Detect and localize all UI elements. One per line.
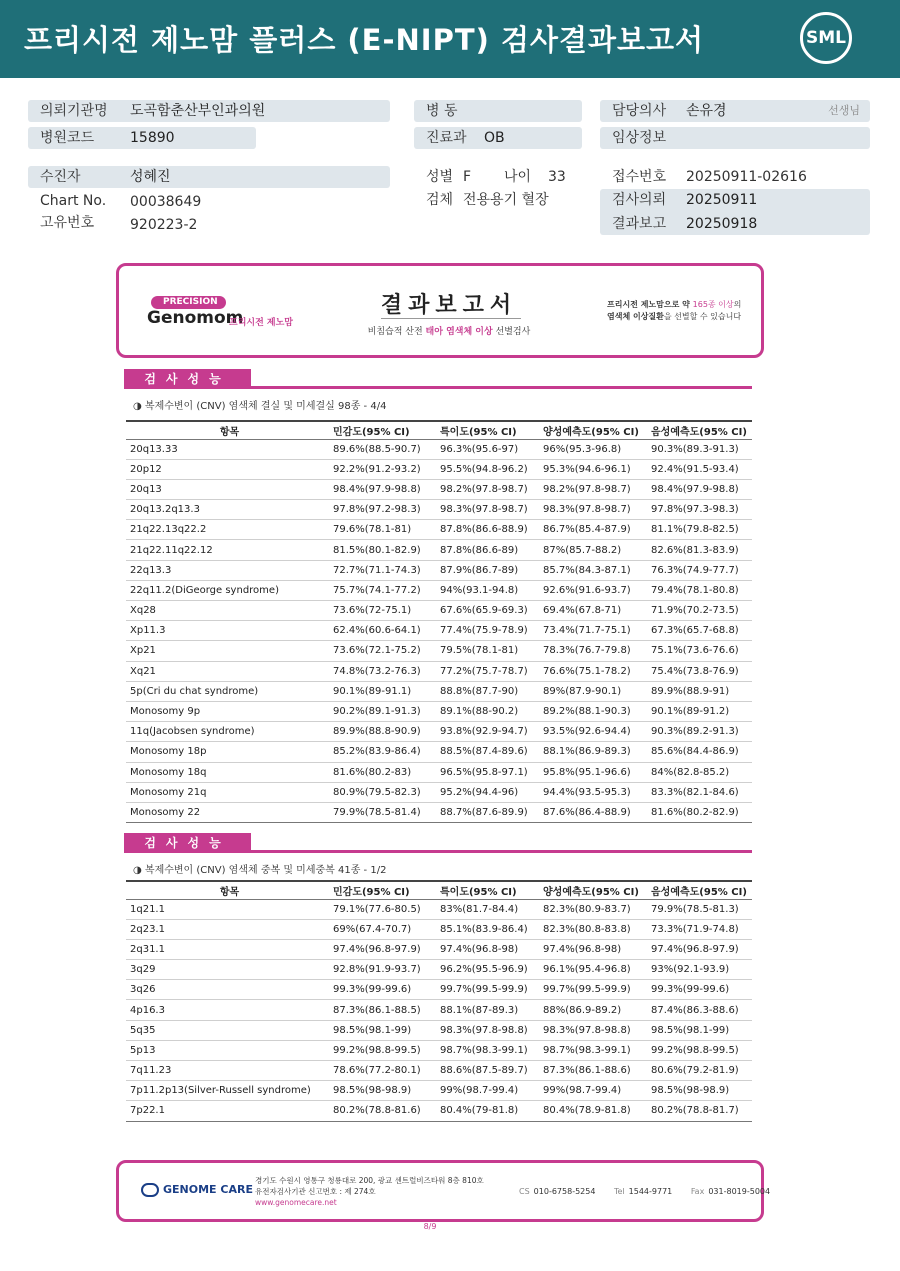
row-metric-value: 97.4%(96.8-98) <box>436 939 539 959</box>
hospital-code-label: 병원코드 <box>40 130 95 146</box>
row-item-name: 20q13.33 <box>126 439 329 459</box>
row-metric-value: 88.6%(87.5-89.7) <box>436 1061 539 1081</box>
row-metric-value: 81.6%(80.2-83) <box>329 762 436 782</box>
table-row <box>126 802 752 822</box>
row-metric-value: 92.4%(91.5-93.4) <box>647 459 752 479</box>
row-metric-value: 79.9%(78.5-81.3) <box>647 899 752 919</box>
section2-header-row <box>126 881 752 899</box>
row-item-name: Xp11.3 <box>126 621 329 641</box>
table-row <box>126 621 752 641</box>
row-metric-value: 75.4%(73.8-76.9) <box>647 661 752 681</box>
column-header: 양성예측도(95% CI) <box>539 421 647 439</box>
row-metric-value: 88%(86.9-89.2) <box>539 1000 647 1020</box>
table-row <box>126 540 752 560</box>
row-metric-value: 80.9%(79.5-82.3) <box>329 782 436 802</box>
row-metric-value: 99.3%(99-99.6) <box>647 980 752 1000</box>
row-item-name: 21q22.11q22.12 <box>126 540 329 560</box>
row-metric-value: 98.3%(97.8-98.7) <box>436 500 539 520</box>
section1-description: ◑ 복제수변이 (CNV) 염색체 결실 및 미세결실 98종 - 4/4 <box>133 401 387 412</box>
row-metric-value: 79.5%(78.1-81) <box>436 641 539 661</box>
row-metric-value: 79.9%(78.5-81.4) <box>329 802 436 822</box>
row-metric-value: 89.1%(88-90.2) <box>436 701 539 721</box>
row-metric-value: 98.5%(98.1-99) <box>329 1020 436 1040</box>
table-row <box>126 980 752 1000</box>
row-metric-value: 78.3%(76.7-79.8) <box>539 641 647 661</box>
table-row <box>126 1000 752 1020</box>
row-item-name: Monosomy 9p <box>126 701 329 721</box>
table-row <box>126 899 752 919</box>
doctor-field <box>600 100 870 122</box>
row-metric-value: 88.7%(87.6-89.9) <box>436 802 539 822</box>
column-header: 양성예측도(95% CI) <box>539 881 647 899</box>
report-heading: 결과보고서 <box>380 293 518 318</box>
row-metric-value: 92.6%(91.6-93.7) <box>539 580 647 600</box>
table-row <box>126 520 752 540</box>
row-metric-value: 89%(87.9-90.1) <box>539 681 647 701</box>
row-metric-value: 88.1%(87-89.3) <box>436 1000 539 1020</box>
report-title: 프리시전 제노맘 플러스 (E-NIPT) 검사결과보고서 <box>24 23 705 57</box>
table-row <box>126 580 752 600</box>
row-metric-value: 95.2%(94.4-96) <box>436 782 539 802</box>
precision-badge: PRECISION <box>151 296 226 309</box>
row-metric-value: 77.4%(75.9-78.9) <box>436 621 539 641</box>
row-metric-value: 94%(93.1-94.8) <box>436 580 539 600</box>
row-item-name: Monosomy 18q <box>126 762 329 782</box>
column-header: 민감도(95% CI) <box>329 881 436 899</box>
row-metric-value: 69%(67.4-70.7) <box>329 919 436 939</box>
row-metric-value: 95.3%(94.6-96.1) <box>539 459 647 479</box>
column-header: 음성예측도(95% CI) <box>647 881 752 899</box>
row-metric-value: 98.3%(97.8-98.8) <box>539 1020 647 1040</box>
table-row <box>126 919 752 939</box>
footer-card <box>116 1160 771 1222</box>
row-metric-value: 90.2%(89.1-91.3) <box>329 701 436 721</box>
row-metric-value: 98.4%(97.9-98.8) <box>647 479 752 499</box>
table-row <box>126 1040 752 1060</box>
row-metric-value: 85.6%(84.4-86.9) <box>647 742 752 762</box>
section2-header <box>124 833 752 853</box>
table-row <box>126 560 752 580</box>
row-item-name: Xq21 <box>126 661 329 681</box>
recipient-field <box>28 166 390 188</box>
row-metric-value: 97.4%(96.8-97.9) <box>647 939 752 959</box>
table-row <box>126 1101 752 1121</box>
table-row <box>126 742 752 762</box>
row-metric-value: 99.2%(98.8-99.5) <box>329 1040 436 1060</box>
row-metric-value: 81.6%(80.2-82.9) <box>647 802 752 822</box>
dept-label: 진료과 <box>426 130 467 146</box>
doctor-suffix: 선생님 <box>828 104 860 117</box>
row-item-name: 5q35 <box>126 1020 329 1040</box>
section1-header-row <box>126 421 752 439</box>
table-row <box>126 1061 752 1081</box>
sml-logo <box>800 12 852 64</box>
table-row <box>126 722 752 742</box>
row-item-name: 7p22.1 <box>126 1101 329 1121</box>
row-metric-value: 80.2%(78.8-81.7) <box>647 1101 752 1121</box>
row-metric-value: 87.6%(86.4-88.9) <box>539 802 647 822</box>
column-header: 항목 <box>126 421 329 439</box>
recipient-value: 성혜진 <box>130 169 171 185</box>
row-metric-value: 89.2%(88.1-90.3) <box>539 701 647 721</box>
table-row <box>126 601 752 621</box>
row-metric-value: 95.8%(95.1-96.6) <box>539 762 647 782</box>
row-item-name: 20q13.2q13.3 <box>126 500 329 520</box>
row-metric-value: 89.9%(88.8-90.9) <box>329 722 436 742</box>
table-row <box>126 939 752 959</box>
row-metric-value: 99.3%(99-99.6) <box>329 980 436 1000</box>
age-label: 나이 <box>504 169 532 185</box>
row-metric-value: 85.1%(83.9-86.4) <box>436 919 539 939</box>
row-metric-value: 87.9%(86.7-89) <box>436 560 539 580</box>
table-row <box>126 762 752 782</box>
table-row <box>126 661 752 681</box>
row-metric-value: 98.3%(97.8-98.8) <box>436 1020 539 1040</box>
column-header: 특이도(95% CI) <box>436 881 539 899</box>
genomom-logo-sub: 프리시전 제노맘 <box>229 318 293 328</box>
row-metric-value: 97.8%(97.2-98.3) <box>329 500 436 520</box>
section2-tag: 검사성능 <box>124 833 251 853</box>
table-row <box>126 960 752 980</box>
row-metric-value: 79.1%(77.6-80.5) <box>329 899 436 919</box>
footer-contacts: CS 010-6758-5254 Tel 1544-9771 Fax 031-8019-5004 <box>519 1187 771 1196</box>
ward-label: 병 동 <box>426 103 458 119</box>
row-metric-value: 97.8%(97.3-98.3) <box>647 500 752 520</box>
row-metric-value: 79.4%(78.1-80.8) <box>647 580 752 600</box>
row-metric-value: 78.6%(77.2-80.1) <box>329 1061 436 1081</box>
row-metric-value: 73.3%(71.9-74.8) <box>647 919 752 939</box>
row-metric-value: 88.1%(86.9-89.3) <box>539 742 647 762</box>
specimen-value: 전용용기 혈장 <box>463 192 549 208</box>
row-metric-value: 89.6%(88.5-90.7) <box>329 439 436 459</box>
institution-value: 도곡함춘산부인과의원 <box>130 103 266 119</box>
table-row <box>126 500 752 520</box>
row-metric-value: 86.7%(85.4-87.9) <box>539 520 647 540</box>
row-metric-value: 80.4%(78.9-81.8) <box>539 1101 647 1121</box>
row-metric-value: 75.1%(73.6-76.6) <box>647 641 752 661</box>
table-row <box>126 782 752 802</box>
row-metric-value: 74.8%(73.2-76.3) <box>329 661 436 681</box>
request-label: 검사의뢰 <box>612 192 667 208</box>
column-header: 음성예측도(95% CI) <box>647 421 752 439</box>
table-row <box>126 681 752 701</box>
section1-header <box>124 369 752 389</box>
unique-no-label: 고유번호 <box>40 215 95 231</box>
row-metric-value: 85.2%(83.9-86.4) <box>329 742 436 762</box>
table-row <box>126 479 752 499</box>
row-item-name: 3q26 <box>126 980 329 1000</box>
section2-table <box>126 880 752 1122</box>
row-metric-value: 84%(82.8-85.2) <box>647 762 752 782</box>
row-metric-value: 80.6%(79.2-81.9) <box>647 1061 752 1081</box>
row-metric-value: 80.4%(79-81.8) <box>436 1101 539 1121</box>
row-item-name: 2q23.1 <box>126 919 329 939</box>
section2-description: ◑ 복제수변이 (CNV) 염색체 중복 및 미세중복 41종 - 1/2 <box>133 865 387 876</box>
row-metric-value: 98.7%(98.3-99.1) <box>539 1040 647 1060</box>
row-metric-value: 88.8%(87.7-90) <box>436 681 539 701</box>
row-item-name: 4p16.3 <box>126 1000 329 1020</box>
row-item-name: 20q13 <box>126 479 329 499</box>
table-row <box>126 1081 752 1101</box>
report-header-card <box>116 263 764 358</box>
specimen-label: 검체 <box>426 192 454 208</box>
row-metric-value: 76.6%(75.1-78.2) <box>539 661 647 681</box>
row-metric-value: 73.6%(72.1-75.2) <box>329 641 436 661</box>
row-metric-value: 95.5%(94.8-96.2) <box>436 459 539 479</box>
recipient-label: 수진자 <box>40 169 81 185</box>
chart-no-value: 00038649 <box>130 194 202 210</box>
chart-no-label: Chart No. <box>40 193 107 209</box>
row-metric-value: 98.4%(97.9-98.8) <box>329 479 436 499</box>
row-metric-value: 99%(98.7-99.4) <box>539 1081 647 1101</box>
genomom-logo: Genomom <box>147 308 244 328</box>
table-row <box>126 439 752 459</box>
row-metric-value: 87%(85.7-88.2) <box>539 540 647 560</box>
heading-divider <box>381 318 521 319</box>
row-metric-value: 83.3%(82.1-84.6) <box>647 782 752 802</box>
row-metric-value: 98.5%(98-98.9) <box>329 1081 436 1101</box>
row-item-name: 22q11.2(DiGeorge syndrome) <box>126 580 329 600</box>
row-metric-value: 73.6%(72-75.1) <box>329 601 436 621</box>
row-metric-value: 69.4%(67.8-71) <box>539 601 647 621</box>
section1-table <box>126 420 752 823</box>
dept-field <box>414 127 582 149</box>
row-metric-value: 90.3%(89.2-91.3) <box>647 722 752 742</box>
row-metric-value: 98.7%(98.3-99.1) <box>436 1040 539 1060</box>
table-row <box>126 459 752 479</box>
row-metric-value: 97.4%(96.8-97.9) <box>329 939 436 959</box>
row-metric-value: 82.6%(81.3-83.9) <box>647 540 752 560</box>
row-metric-value: 87.8%(86.6-89) <box>436 540 539 560</box>
row-metric-value: 62.4%(60.6-64.1) <box>329 621 436 641</box>
receipt-value: 20250911-02616 <box>686 169 807 185</box>
footer-address: 경기도 수원시 영통구 청룡대로 200, 광교 센트럴비즈타워 8층 810호 유전자검사기관 신고번호 : 제 274호 www.genomecare.net <box>255 1176 484 1207</box>
row-item-name: 22q13.3 <box>126 560 329 580</box>
row-metric-value: 98.2%(97.8-98.7) <box>436 479 539 499</box>
dept-value: OB <box>484 130 505 146</box>
row-item-name: Xp21 <box>126 641 329 661</box>
row-metric-value: 67.6%(65.9-69.3) <box>436 601 539 621</box>
row-item-name: 5p13 <box>126 1040 329 1060</box>
hospital-code-field <box>28 127 256 149</box>
sex-value: F <box>463 169 472 185</box>
institution-field <box>28 100 390 122</box>
request-value: 20250911 <box>686 192 758 208</box>
row-metric-value: 92.8%(91.9-93.7) <box>329 960 436 980</box>
row-metric-value: 90.3%(89.3-91.3) <box>647 439 752 459</box>
dates-box <box>600 189 870 235</box>
row-metric-value: 98.3%(97.8-98.7) <box>539 500 647 520</box>
table-row <box>126 1020 752 1040</box>
row-metric-value: 96%(95.3-96.8) <box>539 439 647 459</box>
row-item-name: 5p(Cri du chat syndrome) <box>126 681 329 701</box>
receipt-label: 접수번호 <box>612 169 667 185</box>
table-row <box>126 701 752 721</box>
doctor-label: 담당의사 <box>612 103 667 119</box>
row-metric-value: 99.7%(99.5-99.9) <box>436 980 539 1000</box>
row-item-name: 21q22.13q22.2 <box>126 520 329 540</box>
row-item-name: 3q29 <box>126 960 329 980</box>
row-metric-value: 88.5%(87.4-89.6) <box>436 742 539 762</box>
row-metric-value: 80.2%(78.8-81.6) <box>329 1101 436 1121</box>
footer-url[interactable]: www.genomecare.net <box>255 1198 337 1207</box>
row-metric-value: 82.3%(80.9-83.7) <box>539 899 647 919</box>
row-metric-value: 67.3%(65.7-68.8) <box>647 621 752 641</box>
doctor-value: 손유경 <box>686 103 727 119</box>
row-item-name: Monosomy 22 <box>126 802 329 822</box>
row-item-name: 1q21.1 <box>126 899 329 919</box>
table-row <box>126 641 752 661</box>
row-metric-value: 96.3%(95.6-97) <box>436 439 539 459</box>
genomecare-mark-icon <box>141 1183 159 1197</box>
top-banner <box>0 0 900 78</box>
ward-field <box>414 100 582 122</box>
row-metric-value: 98.5%(98-98.9) <box>647 1081 752 1101</box>
clinical-label: 임상정보 <box>612 130 667 146</box>
row-metric-value: 93.8%(92.9-94.7) <box>436 722 539 742</box>
row-metric-value: 83%(81.7-84.4) <box>436 899 539 919</box>
row-metric-value: 87.3%(86.1-88.6) <box>539 1061 647 1081</box>
row-metric-value: 94.4%(93.5-95.3) <box>539 782 647 802</box>
promo-text: 프리시전 제노맘으로 약 165종 이상의 염색체 이상질환을 선별할 수 있습니다 <box>607 300 742 321</box>
row-metric-value: 98.2%(97.8-98.7) <box>539 479 647 499</box>
unique-no-value: 920223-2 <box>130 217 198 233</box>
row-metric-value: 90.1%(89-91.1) <box>329 681 436 701</box>
row-metric-value: 96.5%(95.8-97.1) <box>436 762 539 782</box>
column-header: 민감도(95% CI) <box>329 421 436 439</box>
row-item-name: Monosomy 18p <box>126 742 329 762</box>
row-metric-value: 96.1%(95.4-96.8) <box>539 960 647 980</box>
report-date-label: 결과보고 <box>612 216 667 232</box>
row-metric-value: 81.5%(80.1-82.9) <box>329 540 436 560</box>
row-metric-value: 90.1%(89-91.2) <box>647 701 752 721</box>
row-metric-value: 72.7%(71.1-74.3) <box>329 560 436 580</box>
row-metric-value: 96.2%(95.5-96.9) <box>436 960 539 980</box>
row-metric-value: 87.3%(86.1-88.5) <box>329 1000 436 1020</box>
row-metric-value: 99.7%(99.5-99.9) <box>539 980 647 1000</box>
report-subtitle: 비침습적 산전 태아 염색체 이상 선별검사 <box>367 327 531 337</box>
row-metric-value: 87.4%(86.3-88.6) <box>647 1000 752 1020</box>
page-number: 8/9 <box>423 1222 437 1231</box>
row-item-name: 20p12 <box>126 459 329 479</box>
row-metric-value: 99%(98.7-99.4) <box>436 1081 539 1101</box>
row-item-name: Monosomy 21q <box>126 782 329 802</box>
row-metric-value: 99.2%(98.8-99.5) <box>647 1040 752 1060</box>
row-metric-value: 76.3%(74.9-77.7) <box>647 560 752 580</box>
section1-tag: 검사성능 <box>124 369 251 389</box>
row-metric-value: 92.2%(91.2-93.2) <box>329 459 436 479</box>
sml-logo-text: SML <box>806 28 846 48</box>
hospital-code-value: 15890 <box>130 130 175 146</box>
row-metric-value: 89.9%(88.9-91) <box>647 681 752 701</box>
row-metric-value: 79.6%(78.1-81) <box>329 520 436 540</box>
institution-label: 의뢰기관명 <box>40 103 108 119</box>
row-item-name: 2q31.1 <box>126 939 329 959</box>
row-metric-value: 87.8%(86.6-88.9) <box>436 520 539 540</box>
row-item-name: 7p11.2p13(Silver-Russell syndrome) <box>126 1081 329 1101</box>
row-item-name: 7q11.23 <box>126 1061 329 1081</box>
row-metric-value: 75.7%(74.1-77.2) <box>329 580 436 600</box>
row-item-name: 11q(Jacobsen syndrome) <box>126 722 329 742</box>
column-header: 특이도(95% CI) <box>436 421 539 439</box>
column-header: 항목 <box>126 881 329 899</box>
clinical-field <box>600 127 870 149</box>
row-metric-value: 81.1%(79.8-82.5) <box>647 520 752 540</box>
row-metric-value: 77.2%(75.7-78.7) <box>436 661 539 681</box>
row-metric-value: 98.5%(98.1-99) <box>647 1020 752 1040</box>
row-metric-value: 93.5%(92.6-94.4) <box>539 722 647 742</box>
row-item-name: Xq28 <box>126 601 329 621</box>
age-value: 33 <box>548 169 566 185</box>
genomecare-logo: GENOME CARE <box>141 1183 253 1197</box>
row-metric-value: 71.9%(70.2-73.5) <box>647 601 752 621</box>
row-metric-value: 73.4%(71.7-75.1) <box>539 621 647 641</box>
row-metric-value: 93%(92.1-93.9) <box>647 960 752 980</box>
row-metric-value: 85.7%(84.3-87.1) <box>539 560 647 580</box>
row-metric-value: 82.3%(80.8-83.8) <box>539 919 647 939</box>
report-date-value: 20250918 <box>686 216 758 232</box>
row-metric-value: 97.4%(96.8-98) <box>539 939 647 959</box>
sex-label: 성별 <box>426 169 454 185</box>
